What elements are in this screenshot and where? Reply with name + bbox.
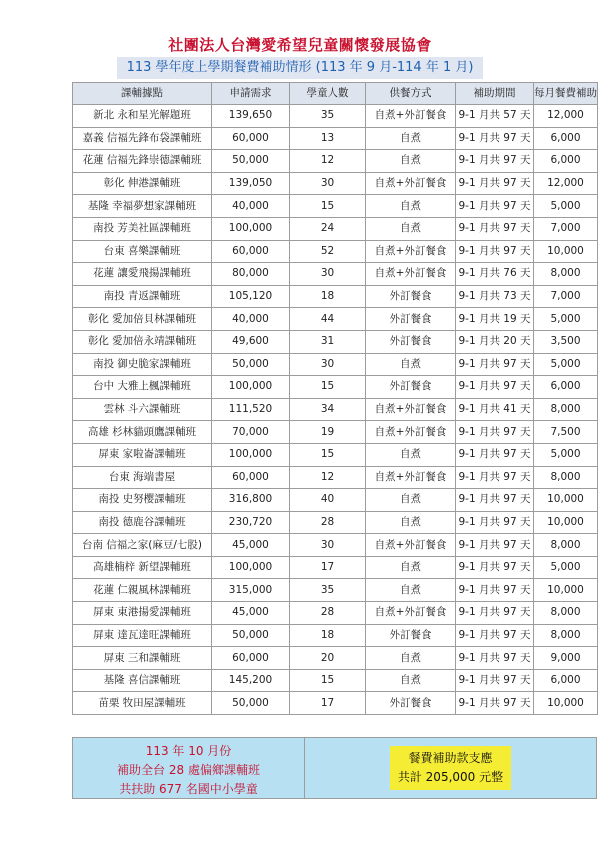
- cell-method: 自煮+外訂餐食: [366, 240, 456, 263]
- cell-site: 台中 大雅上楓課輔班: [73, 376, 212, 399]
- cell-children: 30: [290, 263, 366, 286]
- cell-monthly: 10,000: [534, 692, 598, 715]
- table-row: [73, 624, 598, 647]
- table-row: [73, 669, 598, 692]
- table-row: [73, 489, 598, 512]
- cell-request: 50,000: [212, 353, 290, 376]
- table-row: [73, 330, 598, 353]
- table-row: [73, 534, 598, 557]
- cell-request: 60,000: [212, 466, 290, 489]
- cell-period: 9-1 月共 97 天: [456, 443, 534, 466]
- cell-method: 外訂餐食: [366, 692, 456, 715]
- cell-monthly: 6,000: [534, 127, 598, 150]
- cell-site: 屏東 東港揚愛課輔班: [73, 602, 212, 625]
- cell-children: 31: [290, 330, 366, 353]
- cell-request: 70,000: [212, 421, 290, 444]
- cell-request: 100,000: [212, 443, 290, 466]
- header-request: 申請需求: [212, 83, 290, 105]
- cell-period: 9-1 月共 97 天: [456, 624, 534, 647]
- header-monthly: 每月餐費補助: [534, 83, 598, 105]
- table-row: [73, 376, 598, 399]
- meal-subsidy-table: [72, 82, 598, 715]
- cell-site: 台南 信福之家(麻豆/七股): [73, 534, 212, 557]
- cell-method: 自煮: [366, 217, 456, 240]
- cell-request: 60,000: [212, 647, 290, 670]
- cell-period: 9-1 月共 76 天: [456, 263, 534, 286]
- cell-site: 新北 永和星光解題班: [73, 105, 212, 128]
- cell-method: 外訂餐食: [366, 624, 456, 647]
- cell-request: 230,720: [212, 511, 290, 534]
- table-row: [73, 602, 598, 625]
- cell-monthly: 8,000: [534, 624, 598, 647]
- cell-children: 18: [290, 624, 366, 647]
- cell-site: 南投 德鹿谷課輔班: [73, 511, 212, 534]
- cell-monthly: 9,000: [534, 647, 598, 670]
- cell-monthly: 7,000: [534, 217, 598, 240]
- cell-method: 自煮: [366, 556, 456, 579]
- cell-period: 9-1 月共 19 天: [456, 308, 534, 331]
- cell-method: 自煮+外訂餐食: [366, 466, 456, 489]
- cell-children: 15: [290, 195, 366, 218]
- cell-children: 17: [290, 556, 366, 579]
- cell-method: 自煮+外訂餐食: [366, 398, 456, 421]
- cell-monthly: 6,000: [534, 150, 598, 173]
- cell-monthly: 5,000: [534, 353, 598, 376]
- table-row: [73, 443, 598, 466]
- cell-period: 9-1 月共 97 天: [456, 172, 534, 195]
- cell-period: 9-1 月共 73 天: [456, 285, 534, 308]
- cell-period: 9-1 月共 97 天: [456, 556, 534, 579]
- cell-request: 105,120: [212, 285, 290, 308]
- table-row: [73, 127, 598, 150]
- cell-site: 彰化 愛加倍永靖課輔班: [73, 330, 212, 353]
- cell-monthly: 5,000: [534, 556, 598, 579]
- cell-request: 100,000: [212, 376, 290, 399]
- cell-period: 9-1 月共 97 天: [456, 217, 534, 240]
- cell-period: 9-1 月共 97 天: [456, 127, 534, 150]
- summary-left: [73, 738, 305, 798]
- cell-period: 9-1 月共 97 天: [456, 376, 534, 399]
- table-row: [73, 150, 598, 173]
- cell-period: 9-1 月共 97 天: [456, 647, 534, 670]
- cell-monthly: 8,000: [534, 534, 598, 557]
- cell-request: 80,000: [212, 263, 290, 286]
- header-period: 補助期間: [456, 83, 534, 105]
- cell-method: 自煮: [366, 647, 456, 670]
- cell-period: 9-1 月共 20 天: [456, 330, 534, 353]
- table-row: [73, 195, 598, 218]
- table-header-row: [73, 83, 598, 105]
- cell-monthly: 6,000: [534, 669, 598, 692]
- cell-site: 基隆 幸福夢想家課輔班: [73, 195, 212, 218]
- cell-children: 18: [290, 285, 366, 308]
- cell-monthly: 5,000: [534, 195, 598, 218]
- table-row: [73, 217, 598, 240]
- document-title: 社團法人台灣愛希望兒童關懷發展協會: [168, 36, 432, 54]
- total-label: 餐費補助款支應: [408, 751, 493, 765]
- cell-site: 高雄 杉林貓頭鷹課輔班: [73, 421, 212, 444]
- cell-monthly: 10,000: [534, 579, 598, 602]
- table-row: [73, 692, 598, 715]
- cell-method: 外訂餐食: [366, 330, 456, 353]
- summary-month: 113 年 10 月份: [145, 744, 232, 758]
- cell-site: 台東 海端書屋: [73, 466, 212, 489]
- cell-period: 9-1 月共 97 天: [456, 692, 534, 715]
- cell-children: 40: [290, 489, 366, 512]
- cell-period: 9-1 月共 97 天: [456, 240, 534, 263]
- cell-children: 35: [290, 579, 366, 602]
- cell-request: 100,000: [212, 217, 290, 240]
- cell-site: 南投 芳美社區課輔班: [73, 217, 212, 240]
- cell-children: 15: [290, 669, 366, 692]
- cell-site: 台東 喜樂課輔班: [73, 240, 212, 263]
- cell-children: 12: [290, 466, 366, 489]
- cell-site: 屏東 達瓦達旺課輔班: [73, 624, 212, 647]
- cell-monthly: 12,000: [534, 105, 598, 128]
- cell-site: 南投 史努樱課輔班: [73, 489, 212, 512]
- cell-period: 9-1 月共 97 天: [456, 150, 534, 173]
- cell-period: 9-1 月共 97 天: [456, 579, 534, 602]
- cell-period: 9-1 月共 97 天: [456, 195, 534, 218]
- cell-period: 9-1 月共 97 天: [456, 466, 534, 489]
- cell-monthly: 8,000: [534, 263, 598, 286]
- cell-method: 自煮: [366, 195, 456, 218]
- cell-monthly: 3,500: [534, 330, 598, 353]
- cell-request: 40,000: [212, 308, 290, 331]
- cell-site: 高雄楠梓 新望課輔班: [73, 556, 212, 579]
- cell-request: 145,200: [212, 669, 290, 692]
- cell-request: 49,600: [212, 330, 290, 353]
- cell-site: 基隆 喜信課輔班: [73, 669, 212, 692]
- cell-method: 自煮+外訂餐食: [366, 421, 456, 444]
- table-row: [73, 421, 598, 444]
- cell-method: 自煮: [366, 150, 456, 173]
- cell-method: 自煮+外訂餐食: [366, 534, 456, 557]
- cell-period: 9-1 月共 57 天: [456, 105, 534, 128]
- cell-site: 彰化 愛加倍貝林課輔班: [73, 308, 212, 331]
- cell-site: 苗栗 牧田屋課輔班: [73, 692, 212, 715]
- cell-period: 9-1 月共 97 天: [456, 511, 534, 534]
- cell-request: 139,050: [212, 172, 290, 195]
- cell-request: 139,650: [212, 105, 290, 128]
- cell-method: 自煮: [366, 443, 456, 466]
- total-amount: 共計 205,000 元整: [397, 770, 504, 784]
- cell-period: 9-1 月共 97 天: [456, 602, 534, 625]
- cell-request: 315,000: [212, 579, 290, 602]
- summary-children: 共扶助 677 名國中小學童: [119, 782, 258, 796]
- cell-method: 外訂餐食: [366, 285, 456, 308]
- cell-method: 自煮+外訂餐食: [366, 602, 456, 625]
- cell-children: 15: [290, 443, 366, 466]
- cell-monthly: 12,000: [534, 172, 598, 195]
- cell-request: 45,000: [212, 602, 290, 625]
- cell-request: 45,000: [212, 534, 290, 557]
- cell-request: 50,000: [212, 150, 290, 173]
- cell-request: 50,000: [212, 692, 290, 715]
- cell-children: 13: [290, 127, 366, 150]
- cell-period: 9-1 月共 97 天: [456, 489, 534, 512]
- cell-site: 雲林 斗六課輔班: [73, 398, 212, 421]
- cell-children: 17: [290, 692, 366, 715]
- cell-method: 自煮+外訂餐食: [366, 105, 456, 128]
- cell-request: 111,520: [212, 398, 290, 421]
- cell-children: 30: [290, 353, 366, 376]
- summary-footer: [72, 737, 597, 799]
- cell-method: 自煮+外訂餐食: [366, 263, 456, 286]
- summary-sites: 補助全台 28 處偏鄉課輔班: [117, 763, 260, 777]
- summary-right: [305, 738, 596, 798]
- total-highlight: [390, 746, 511, 790]
- cell-site: 花蓮 仁親風林課輔班: [73, 579, 212, 602]
- table-row: [73, 285, 598, 308]
- cell-site: 屏東 三和課輔班: [73, 647, 212, 670]
- cell-method: 自煮: [366, 489, 456, 512]
- cell-monthly: 7,000: [534, 285, 598, 308]
- cell-method: 自煮: [366, 579, 456, 602]
- table-row: [73, 240, 598, 263]
- cell-site: 屏東 家啦崙課輔班: [73, 443, 212, 466]
- table-row: [73, 105, 598, 128]
- cell-request: 316,800: [212, 489, 290, 512]
- cell-period: 9-1 月共 97 天: [456, 534, 534, 557]
- cell-period: 9-1 月共 41 天: [456, 398, 534, 421]
- document-subtitle: 113 學年度上學期餐費補助情形 (113 年 9 月-114 年 1 月): [117, 57, 483, 79]
- table-row: [73, 308, 598, 331]
- cell-period: 9-1 月共 97 天: [456, 669, 534, 692]
- cell-children: 52: [290, 240, 366, 263]
- cell-method: 自煮: [366, 669, 456, 692]
- header-children: 學童人數: [290, 83, 366, 105]
- cell-children: 30: [290, 534, 366, 557]
- cell-site: 南投 青返課輔班: [73, 285, 212, 308]
- cell-monthly: 10,000: [534, 240, 598, 263]
- table-body: [73, 105, 598, 715]
- header-site: 課輔據點: [73, 83, 212, 105]
- cell-monthly: 5,000: [534, 308, 598, 331]
- cell-request: 40,000: [212, 195, 290, 218]
- cell-children: 19: [290, 421, 366, 444]
- cell-children: 44: [290, 308, 366, 331]
- cell-monthly: 8,000: [534, 602, 598, 625]
- cell-monthly: 8,000: [534, 466, 598, 489]
- cell-monthly: 5,000: [534, 443, 598, 466]
- table-row: [73, 647, 598, 670]
- table-row: [73, 353, 598, 376]
- table-row: [73, 398, 598, 421]
- cell-period: 9-1 月共 97 天: [456, 421, 534, 444]
- table-row: [73, 172, 598, 195]
- cell-site: 嘉義 信福先鋒布袋課輔班: [73, 127, 212, 150]
- cell-monthly: 10,000: [534, 511, 598, 534]
- cell-method: 外訂餐食: [366, 308, 456, 331]
- cell-children: 24: [290, 217, 366, 240]
- cell-children: 28: [290, 602, 366, 625]
- cell-children: 15: [290, 376, 366, 399]
- cell-monthly: 10,000: [534, 489, 598, 512]
- cell-children: 28: [290, 511, 366, 534]
- cell-site: 彰化 伸港課輔班: [73, 172, 212, 195]
- table-row: [73, 579, 598, 602]
- cell-request: 60,000: [212, 127, 290, 150]
- table-row: [73, 263, 598, 286]
- cell-request: 50,000: [212, 624, 290, 647]
- table-row: [73, 556, 598, 579]
- cell-children: 20: [290, 647, 366, 670]
- cell-monthly: 7,500: [534, 421, 598, 444]
- cell-method: 自煮: [366, 127, 456, 150]
- cell-method: 自煮+外訂餐食: [366, 172, 456, 195]
- cell-site: 花蓮 信福先鋒崇德課輔班: [73, 150, 212, 173]
- header-method: 供餐方式: [366, 83, 456, 105]
- cell-children: 12: [290, 150, 366, 173]
- table-row: [73, 466, 598, 489]
- cell-method: 自煮: [366, 511, 456, 534]
- cell-monthly: 6,000: [534, 376, 598, 399]
- cell-children: 34: [290, 398, 366, 421]
- cell-monthly: 8,000: [534, 398, 598, 421]
- table-row: [73, 511, 598, 534]
- cell-method: 外訂餐食: [366, 376, 456, 399]
- cell-site: 南投 御史脆家課輔班: [73, 353, 212, 376]
- cell-request: 100,000: [212, 556, 290, 579]
- cell-site: 花蓮 讓愛飛揚課輔班: [73, 263, 212, 286]
- cell-request: 60,000: [212, 240, 290, 263]
- cell-children: 30: [290, 172, 366, 195]
- cell-method: 自煮: [366, 353, 456, 376]
- cell-period: 9-1 月共 97 天: [456, 353, 534, 376]
- cell-children: 35: [290, 105, 366, 128]
